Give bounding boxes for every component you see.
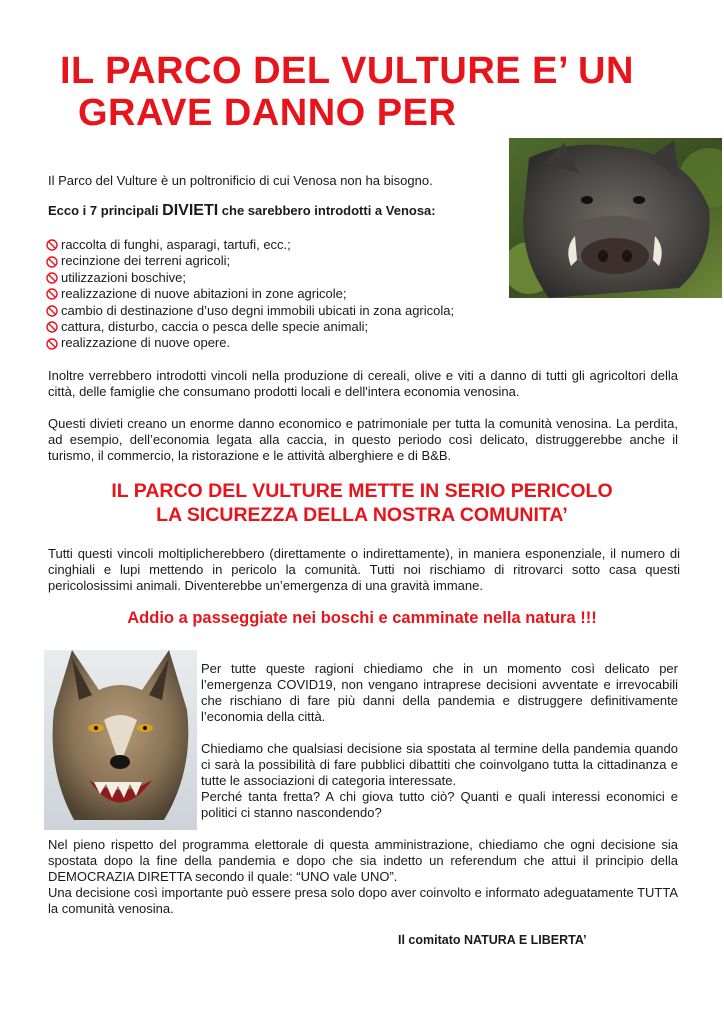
bans-list: [46, 237, 454, 352]
no-entry-icon: [46, 256, 58, 268]
title-line-2: GRAVE DANNO PER: [78, 92, 457, 134]
signature: Il comitato NATURA E LIBERTA’: [398, 933, 587, 947]
list-item: [46, 286, 454, 302]
paragraph-coinvolto: Una decisione così importante può essere presa solo dopo aver coinvolto e informato adeguatamente TUTTA la comunità venosina.: [48, 885, 678, 916]
no-entry-icon: [46, 272, 58, 284]
bans-lead: [48, 202, 436, 220]
paragraph-programma: Nel pieno rispetto del programma elettorale di questa amministrazione, chiediamo che ogni decisione sia spostata dopo la fine della pandemia e dopo che sia indetto un referendum che attui il principio della DEMOCRAZIA DIRETTA secondo il quale: “UNO vale UNO”.: [48, 837, 678, 884]
paragraph-decisione: Chiediamo che qualsiasi decisione sia spostata al termine della pandemia quando ci sarà la possibilità di fare pubblici dibattiti che coinvolgano tutta la cittadinanza e tutte le associazioni di categoria interessate.: [201, 741, 678, 788]
ban-text: recinzione dei terreni agricoli;: [61, 253, 231, 269]
addio-headline: Addio a passeggiate nei boschi e camminate nella natura !!!: [127, 609, 597, 627]
title-line-1: IL PARCO DEL VULTURE E’ UN: [60, 50, 634, 92]
subtitle-line-2: LA SICUREZZA DELLA NOSTRA COMUNITA’: [156, 504, 568, 526]
bans-lead-before: Ecco i 7 principali: [48, 203, 163, 218]
wild-boar-photo: [509, 138, 722, 298]
list-item: [46, 303, 454, 319]
bans-lead-highlight: DIVIETI: [162, 202, 219, 219]
paragraph-ragioni: Per tutte queste ragioni chiediamo che in un momento così delicato per l’emergenza COVID19, non vengano intraprese decisioni avventate e irrevocabili che rischiano di fare più danni della pandemia e distruggere definitivamente l’economia della città.: [201, 661, 678, 724]
subtitle-line-1: IL PARCO DEL VULTURE METTE IN SERIO PERICOLO: [111, 480, 613, 502]
no-entry-icon: [46, 305, 58, 317]
list-item: [46, 237, 454, 253]
no-entry-icon: [46, 321, 58, 333]
ban-text: raccolta di funghi, asparagi, tartufi, ecc.;: [61, 237, 291, 252]
ban-text: realizzazione di nuove opere.: [61, 335, 231, 351]
no-entry-icon: [46, 239, 58, 251]
wolf-photo: [44, 650, 197, 830]
list-item: [46, 270, 454, 286]
list-item: [46, 319, 454, 335]
intro-sentence: Il Parco del Vulture è un poltronificio di cui Venosa non ha bisogno.: [48, 173, 433, 188]
bans-lead-after: che sarebbero introdotti a Venosa:: [218, 203, 436, 218]
ban-text: cambio di destinazione d’uso degni immobili ubicati in zona agricola;: [61, 302, 455, 318]
ban-text: utilizzazioni boschive;: [61, 269, 187, 285]
ban-text: cattura, disturbo, caccia o pesca delle specie animali;: [61, 319, 369, 335]
no-entry-icon: [46, 288, 58, 300]
paragraph-domande: Perché tanta fretta? A chi giova tutto ciò? Quanti e quali interessi economici e politici ci stanno nascondendo?: [201, 789, 678, 820]
paragraph-danno: Questi divieti creano un enorme danno economico e patrimoniale per tutta la comunità venosina. La perdita, ad esempio, dell’economia legata alla caccia, in questo periodo così delicato, distruggerebbe anche il turismo, il commercio, la ristorazione e le attività alberghiere e di B&B.: [48, 416, 678, 463]
paragraph-cinghiali: Tutti questi vincoli moltiplicherebbero (direttamente o indirettamente), in maniera esponenziale, il numero di cinghiali e lupi mettendo in pericolo la comunità. Tutti noi rischiamo di ritrovarci sotto casa questi pericolosissimi animali. Diventerebbe un’emergenza di una gravità immane.: [48, 546, 680, 593]
list-item: [46, 253, 454, 269]
ban-text: realizzazione di nuove abitazioni in zone agricole;: [61, 286, 347, 302]
paragraph-vincoli: Inoltre verrebbero introdotti vincoli nella produzione di cereali, olive e viti a danno di tutti gli agricoltori della città, delle famiglie che consumano prodotti locali e dell'intera economia venosina.: [48, 368, 678, 399]
list-item: [46, 335, 454, 351]
no-entry-icon: [46, 338, 58, 350]
